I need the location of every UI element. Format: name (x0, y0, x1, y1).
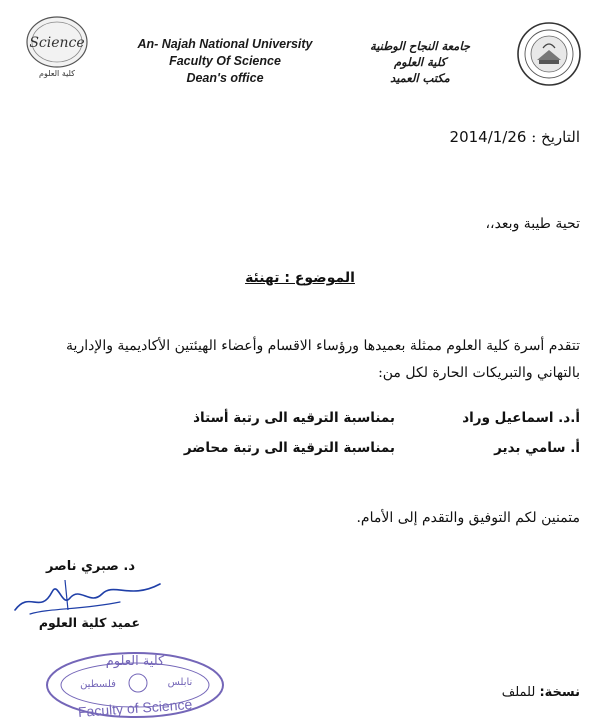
copy-line (440, 685, 580, 700)
office-name-ar: مكتب العميد (390, 71, 450, 85)
handwritten-signature (10, 570, 170, 620)
signer-name: د. صبري ناصر (46, 559, 135, 574)
award-name: أ.د. اسماعيل وراد (462, 410, 580, 426)
award-row (170, 440, 580, 470)
closing-line: متمنين لكم التوفيق والتقدم إلى الأمام. (356, 510, 580, 526)
svg-text:نابلس: نابلس (167, 677, 193, 688)
awards-list (170, 410, 580, 470)
faculty-name-en: Faculty Of Science (169, 54, 281, 68)
copy-value: للملف (501, 685, 536, 700)
faculty-name-ar: كلية العلوم (393, 55, 447, 69)
university-seal-icon (515, 20, 583, 88)
award-name: أ. سامي بدير (494, 440, 580, 456)
svg-text:Faculty of Science: Faculty of Science (77, 696, 193, 719)
office-name-en: Dean's office (186, 71, 264, 85)
header-english (130, 36, 320, 87)
svg-text:كلية العلوم: كلية العلوم (39, 69, 75, 78)
university-name-en: An- Najah National University (137, 37, 313, 51)
subject-line (180, 270, 420, 286)
svg-text:كلية العلوم: كلية العلوم (105, 654, 165, 669)
award-reason: بمناسبة الترقية الى رتبة محاضر (183, 440, 395, 456)
award-reason: بمناسبة الترقيه الى رتبة أستاذ (193, 410, 395, 426)
faculty-stamp (40, 645, 230, 719)
header-arabic (330, 38, 510, 86)
signer-title: عميد كلية العلوم (38, 615, 140, 630)
body-paragraph: تتقدم أسرة كلية العلوم ممثلة بعميدها ورؤساء الاقسام وأعضاء الهيئتين الأكاديمية والإدارية بالتهاني والتبريكات الحارة لكل من: (66, 338, 580, 381)
university-name-ar: جامعة النجاح الوطنية (370, 39, 470, 53)
date-line (400, 128, 580, 146)
date-label: التاريخ : (531, 128, 580, 146)
greeting: تحية طيبة وبعد،، (485, 216, 580, 232)
date-value: 2014/1/26 (449, 128, 527, 146)
svg-text:Science: Science (29, 35, 85, 51)
svg-text:فلسطين: فلسطين (80, 679, 116, 690)
subject-text: الموضوع : تهنئة (245, 270, 355, 286)
science-logo (22, 12, 92, 82)
copy-label: نسخة: (539, 685, 580, 700)
award-row (170, 410, 580, 440)
